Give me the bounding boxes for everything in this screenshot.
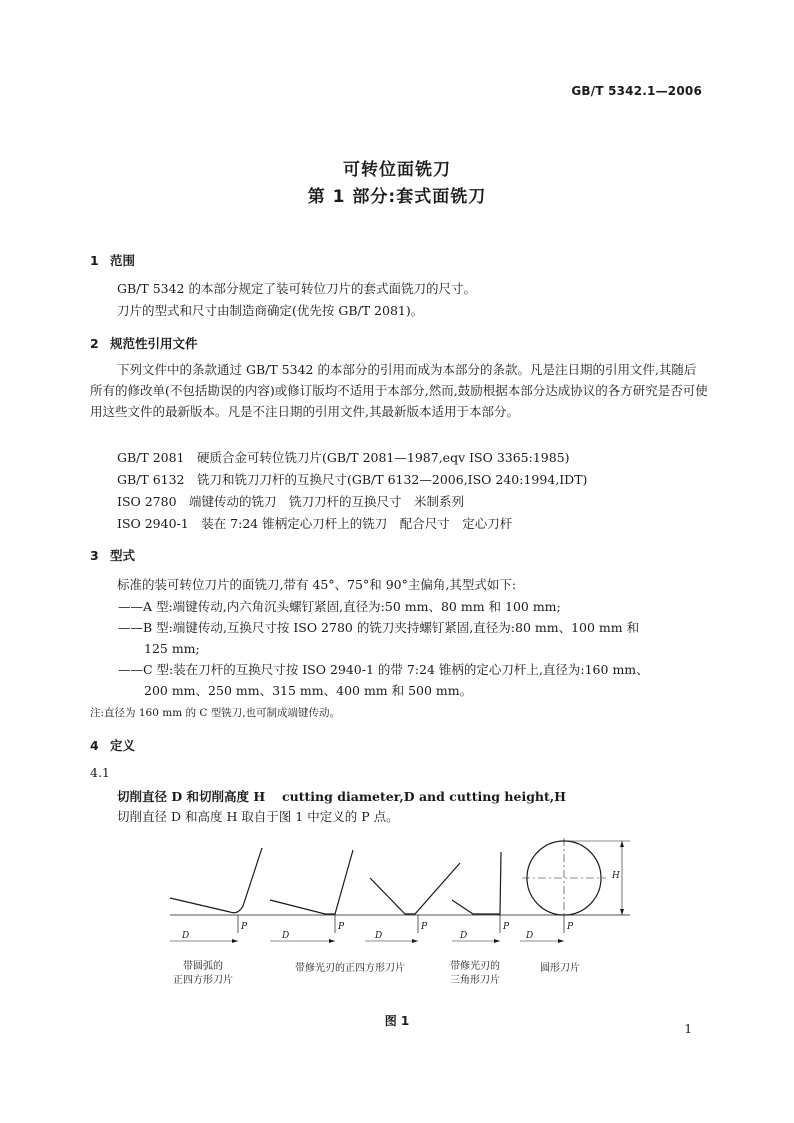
heading-text: 范围 [110, 253, 136, 268]
page-number: 1 [684, 1022, 692, 1036]
label-p: P [503, 922, 510, 932]
type-c-item [118, 659, 708, 701]
caption-round: 圆形刀片 [540, 963, 580, 974]
caption-line: 带修光刃的 [450, 961, 500, 972]
caption-triangle-wiper [440, 960, 510, 988]
label-d: D [460, 931, 468, 941]
type-b-item [118, 617, 708, 659]
type-c-text: ——C 型:装在刀杆的互换尺寸按 ISO 2940-1 的带 7:24 锥柄的定心刀杆上,直径为:160 mm、 [118, 662, 649, 677]
label-h: H [612, 871, 620, 881]
caption-line: 三角形刀片 [450, 975, 500, 986]
label-p: P [338, 922, 345, 932]
label-p: P [567, 922, 574, 932]
insert-square-arc [170, 848, 262, 913]
label-d: D [182, 931, 190, 941]
type-b-text: ——B 型:端键传动,互换尺寸按 ISO 2780 的铣刀夹持螺钉紧固,直径为:80 mm、100 mm 和 [118, 620, 640, 635]
figure-1-diagram [160, 838, 640, 953]
label-d: D [282, 931, 290, 941]
section-2-paragraph: 下列文件中的条款通过 GB/T 5342 的本部分的引用而成为本部分的条款。凡是注日期的引用文件,其随后所有的修改单(不包括勘误的内容)或修订版均不适用于本部分,然而,鼓励根据本部分达成协议的各方研究是否可使用这些文件的最新版本。凡是不注日期的引用文件,其最新版本适用于本部分。 [90, 362, 708, 419]
reference-item: GB/T 6132 铣刀和铣刀刀杆的互换尺寸(GB/T 6132—2006,ISO 240:1994,IDT) [117, 472, 588, 487]
label-d: D [375, 931, 383, 941]
arrowhead [494, 939, 500, 943]
section-1-heading [90, 251, 135, 269]
heading-text: 定义 [110, 738, 136, 753]
term-definition-heading: 切削直径 D 和切削高度 H cutting diameter,D and cutting height,H [117, 789, 566, 804]
section-3-intro: 标准的装可转位刀片的面铣刀,带有 45°、75°和 90°主偏角,其型式如下: [117, 577, 517, 592]
standard-code: GB/T 5342.1—2006 [571, 84, 702, 98]
subsection-number: 4.1 [90, 765, 110, 780]
arrowhead [620, 841, 624, 847]
term-definition-text: 切削直径 D 和高度 H 取自于图 1 中定义的 P 点。 [117, 809, 399, 824]
arrowhead [412, 939, 418, 943]
arrowhead [329, 939, 335, 943]
caption-line: 正四方形刀片 [173, 975, 233, 986]
section-2-heading [90, 334, 198, 352]
label-p: P [421, 922, 428, 932]
label-d: D [526, 931, 534, 941]
heading-text: 型式 [110, 548, 136, 563]
insert-triangle-wiper [370, 863, 460, 914]
reference-item: GB/T 2081 硬质合金可转位铣刀片(GB/T 2081—1987,eqv ISO 3365:1985) [117, 450, 570, 465]
section-3-heading [90, 546, 135, 564]
caption-square-wiper: 带修光刃的正四方形刀片 [295, 963, 405, 974]
section-1-paragraph-1: GB/T 5342 的本部分规定了装可转位刀片的套式面铣刀的尺寸。 [117, 281, 476, 296]
title-line-2: 第 1 部分:套式面铣刀 [307, 187, 487, 207]
caption-line: 带圆弧的 [183, 961, 223, 972]
insert-square-90 [452, 852, 501, 914]
section-number: 1 [90, 253, 99, 268]
arrowhead [558, 939, 564, 943]
type-a-text: ——A 型:端键传动,内六角沉头螺钉紧固,直径为:50 mm、80 mm 和 100 mm; [118, 599, 561, 614]
label-p: P [241, 922, 248, 932]
title-line-1: 可转位面铣刀 [343, 160, 451, 180]
reference-item: ISO 2940-1 装在 7:24 锥柄定心刀杆上的铣刀 配合尺寸 定心刀杆 [117, 516, 513, 531]
figure-label: 图 1 [384, 1014, 410, 1028]
section-number: 3 [90, 548, 99, 563]
reference-item: ISO 2780 端键传动的铣刀 铣刀刀杆的互换尺寸 米制系列 [117, 494, 465, 509]
type-a-item [118, 596, 708, 617]
type-c-continuation: 200 mm、250 mm、315 mm、400 mm 和 500 mm。 [144, 683, 473, 698]
section-number: 2 [90, 336, 99, 351]
insert-square-wiper [270, 850, 353, 914]
section-3-note: 注:直径为 160 mm 的 C 型铣刀,也可制成端键传动。 [90, 707, 341, 719]
section-1-paragraph-2: 刀片的型式和尺寸由制造商确定(优先按 GB/T 2081)。 [117, 303, 424, 318]
section-4-heading [90, 736, 135, 754]
arrowhead [232, 939, 238, 943]
section-number: 4 [90, 738, 99, 753]
type-b-continuation: 125 mm; [144, 641, 200, 656]
caption-square-arc [158, 960, 248, 988]
arrowhead [620, 909, 624, 915]
heading-text: 规范性引用文件 [110, 336, 198, 351]
